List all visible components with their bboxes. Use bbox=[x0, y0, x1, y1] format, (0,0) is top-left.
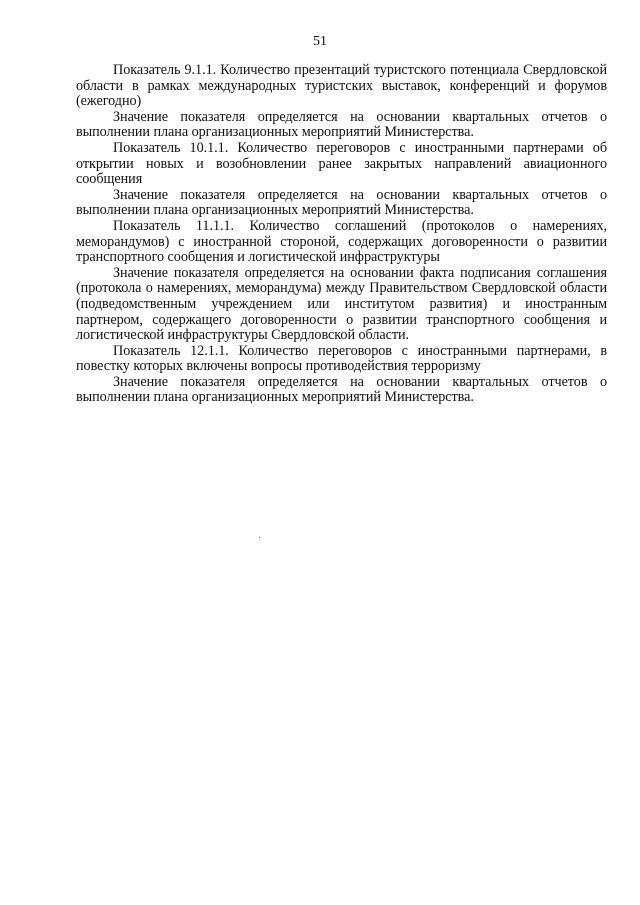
page-number: 51 bbox=[313, 34, 327, 49]
paragraph-value-10-1-1: Значение показателя определяется на основании квартальных отчетов о выполнении плана организационных мероприятий Министерства. bbox=[76, 186, 607, 219]
paragraph-value-11-1-1: Значение показателя определяется на основании факта подписания соглашения (протокола о намерениях, меморандума) между Правительством Свердловской области (подведомственным учреждением или институтом развития) и иностранным партнером, содержащего договоренности о развитии транспортного сообщения и логистической инфраструктуры Свердловской области. bbox=[76, 264, 607, 344]
document-body bbox=[76, 63, 607, 406]
paragraph-indicator-10-1-1: Показатель 10.1.1. Количество переговоров с иностранными партнерами об открытии новых и возобновлении ранее закрытых направлений авиационного сообщения bbox=[76, 139, 607, 188]
paragraph-indicator-12-1-1: Показатель 12.1.1. Количество переговоров с иностранными партнерами, в повестку которых включены вопросы противодействия терроризму bbox=[76, 342, 607, 375]
paragraph-indicator-9-1-1: Показатель 9.1.1. Количество презентаций туристского потенциала Свердловской области в рамках международных туристских выставок, конференций и форумов (ежегодно) bbox=[76, 62, 607, 110]
paragraph-value-12-1-1: Значение показателя определяется на основании квартальных отчетов о выполнении плана организационных мероприятий Министерства. bbox=[76, 373, 607, 406]
scan-speck bbox=[259, 537, 260, 538]
paragraph-indicator-11-1-1: Показатель 11.1.1. Количество соглашений (протоколов о намерениях, меморандумов) с иностранной стороной, содержащих договоренности о развитии транспортного сообщения и логистической инфраструктуры bbox=[76, 217, 607, 266]
paragraph-value-9-1-1: Значение показателя определяется на основании квартальных отчетов о выполнении плана организационных мероприятий Министерства. bbox=[76, 108, 607, 141]
